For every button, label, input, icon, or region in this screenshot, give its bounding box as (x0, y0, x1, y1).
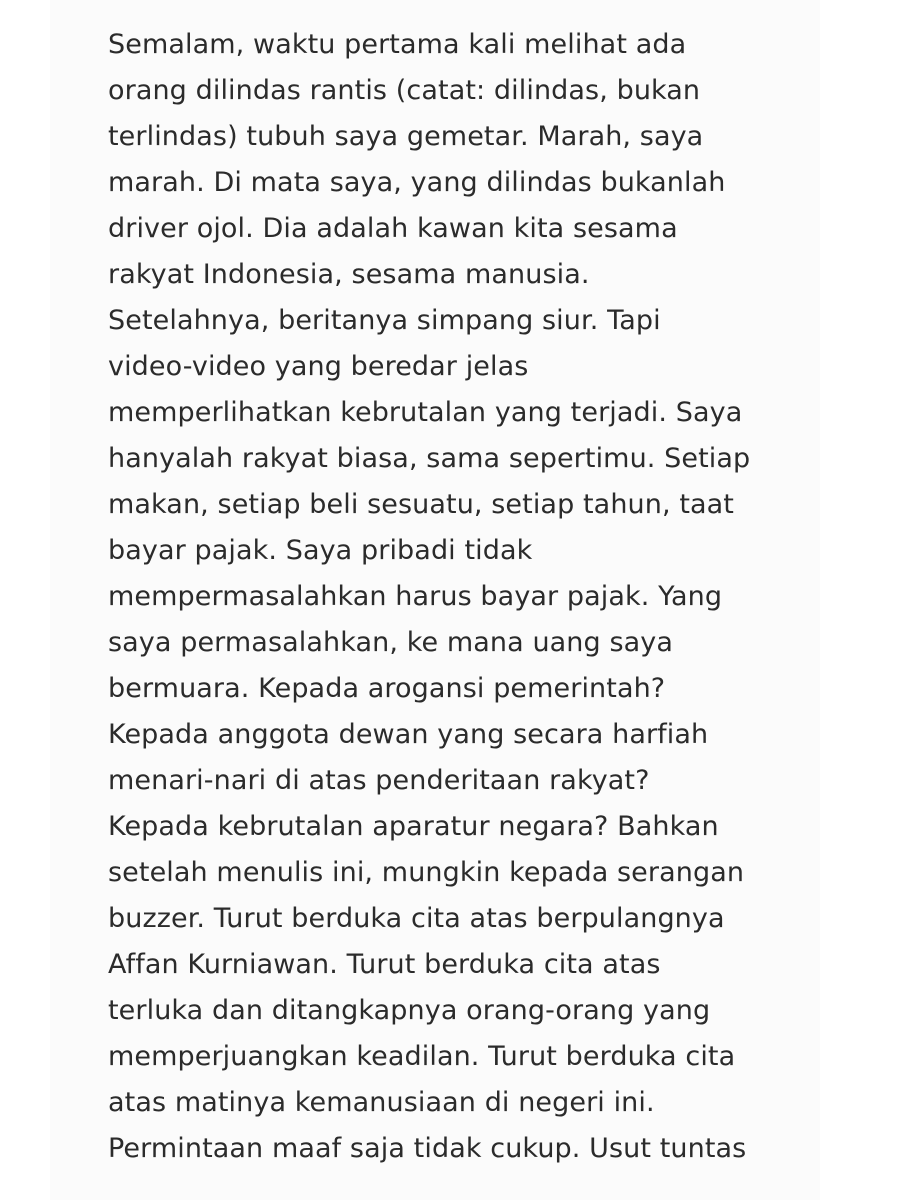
text-line: terlindas) tubuh saya gemetar. Marah, saya (108, 121, 704, 152)
text-line: video-video yang beredar jelas (108, 351, 529, 382)
text-line: Affan Kurniawan. Turut berduka cita atas (108, 949, 661, 980)
text-line: Kepada anggota dewan yang secara harfiah (108, 719, 709, 750)
text-line: memperjuangkan keadilan. Turut berduka cita (108, 1041, 736, 1072)
text-line: bayar pajak. Saya pribadi tidak (108, 535, 533, 566)
text-line: Permintaan maaf saja tidak cukup. Usut tuntas (108, 1133, 747, 1164)
text-line: mempermasalahkan harus bayar pajak. Yang (108, 581, 723, 612)
text-line: makan, setiap beli sesuatu, setiap tahun, taat (108, 489, 734, 520)
article-body (108, 22, 808, 1172)
text-line: orang dilindas rantis (catat: dilindas, bukan (108, 75, 701, 106)
text-line: menari-nari di atas penderitaan rakyat? (108, 765, 650, 796)
text-line: memperlihatkan kebrutalan yang terjadi. Saya (108, 397, 743, 428)
text-line: hanyalah rakyat biasa, sama sepertimu. Setiap (108, 443, 751, 474)
text-line: setelah menulis ini, mungkin kepada serangan (108, 857, 745, 888)
text-line: saya permasalahkan, ke mana uang saya (108, 627, 673, 658)
text-line: Semalam, waktu pertama kali melihat ada (108, 29, 687, 60)
text-line: Setelahnya, beritanya simpang siur. Tapi (108, 305, 661, 336)
text-line: atas matinya kemanusiaan di negeri ini. (108, 1087, 655, 1118)
text-line: driver ojol. Dia adalah kawan kita sesama (108, 213, 678, 244)
text-line: rakyat Indonesia, sesama manusia. (108, 259, 590, 290)
text-line: Kepada kebrutalan aparatur negara? Bahkan (108, 811, 719, 842)
text-line: buzzer. Turut berduka cita atas berpulangnya (108, 903, 725, 934)
text-line: bermuara. Kepada arogansi pemerintah? (108, 673, 666, 704)
text-line: marah. Di mata saya, yang dilindas bukanlah (108, 167, 726, 198)
text-line: terluka dan ditangkapnya orang-orang yang (108, 995, 711, 1026)
